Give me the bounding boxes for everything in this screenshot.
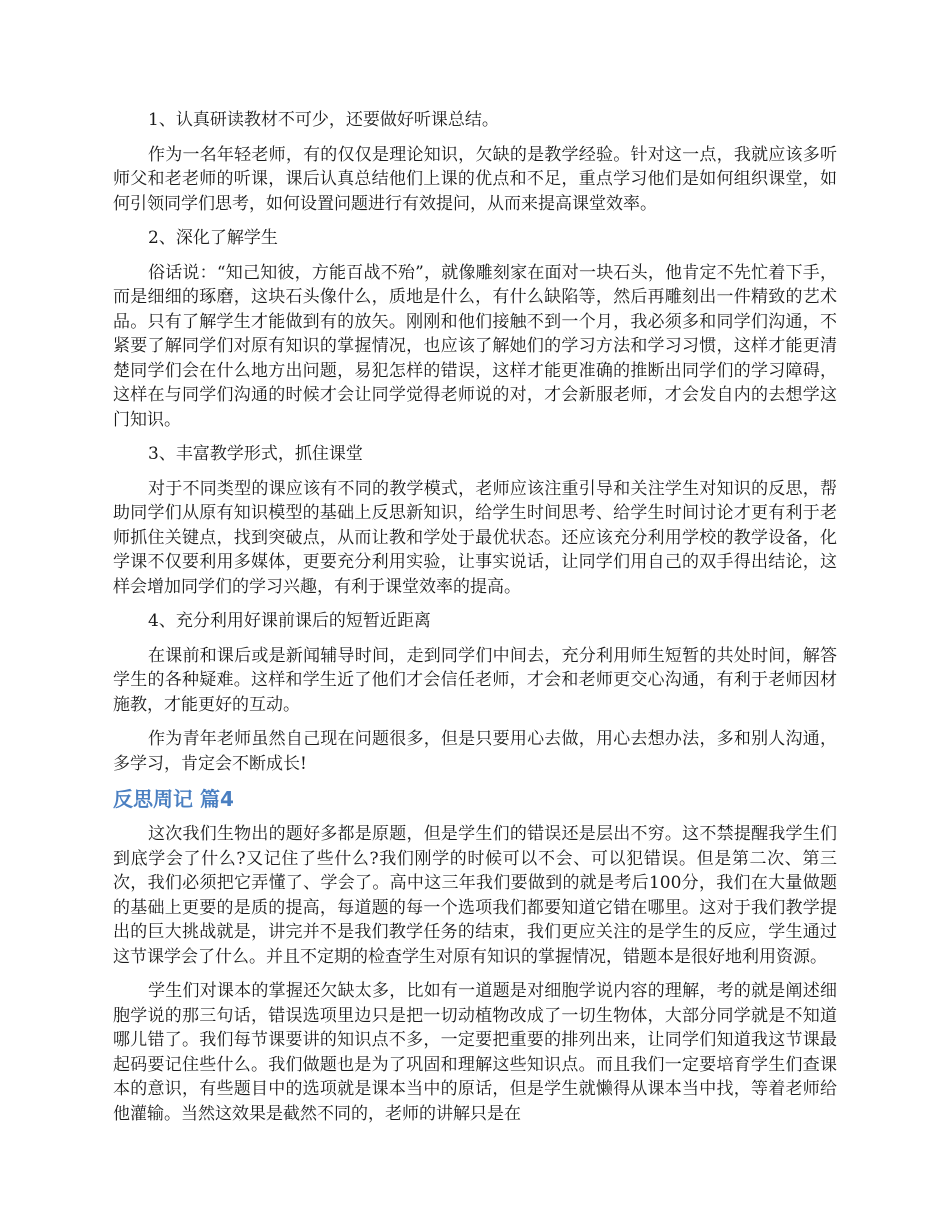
paragraph: 学生们对课本的掌握还欠缺太多，比如有一道题是对细胞学说内容的理解，考的就是阐述细胞学说的那三句话，错误选项里边只是把一切动植物改成了一切生物体，大部分同学就是不知道哪儿错了。我们每节课要讲的知识点不多，一定要把重要的排列出来，让同学们知道我这节课最起码要记住些什么。我们做题也是为了巩固和理解这些知识点。而且我们一定要培育学生们查课本的意识，有些题目中的选项就是课本当中的原话，但是学生就懒得从课本当中找，等着老师给他灌输。当然这效果是截然不同的，老师的讲解只是在: [113, 981, 837, 1124]
document-page: [113, 108, 837, 1136]
section-heading: 反思周记 篇4: [113, 787, 234, 811]
item-heading-3: 3、丰富教学形式，抓住课堂: [148, 444, 363, 464]
paragraph: 俗话说：“知己知彼，方能百战不殆”，就像雕刻家在面对一块石头，他肯定不先忙着下手，而是细细的琢磨，这块石头像什么，质地是什么，有什么缺陷等，然后再雕刻出一件精致的艺术品。只有了解学生才能做到有的放矢。刚刚和他们接触不到一个月，我必须多和同学们沟通，不紧要了解同学们对原有知识的掌握情况，也应该了解她们的学习方法和学习习惯，这样才能更清楚同学们会在什么地方出问题，易犯怎样的错误，这样才能更准确的推断出同学们的学习障碍，这样在与同学们沟通的时候才会让同学觉得老师说的对，才会新服老师，才会发自内的去想学这门知识。: [113, 262, 837, 430]
paragraph: 这次我们生物出的题好多都是原题，但是学生们的错误还是层出不穷。这不禁提醒我学生们到底学会了什么?又记住了些什么?我们刚学的时候可以不会、可以犯错误。但是第二次、第三次，我们必须把它弄懂了、学会了。高中这三年我们要做到的就是考后100分，我们在大量做题的基础上更要的是质的提高，每道题的每一个选项我们都要知道它错在哪里。这对于我们教学提出的巨大挑战就是，讲完并不是我们教学任务的结束，我们更应关注的是学生的反应，学生通过这节课学会了什么。并且不定期的检查学生对原有知识的掌握情况，错题本是很好地利用资源。: [113, 824, 837, 967]
item-heading-1: 1、认真研读教材不可少，还要做好听课总结。: [148, 110, 499, 130]
paragraph: 作为一名年轻老师，有的仅仅是理论知识，欠缺的是教学经验。针对这一点，我就应该多听师父和老老师的听课，课后认真总结他们上课的优点和不足，重点学习他们是如何组织课堂，如何引领同学们思考，如何设置问题进行有效提问，从而来提高课堂效率。: [113, 144, 837, 214]
item-heading-2: 2、深化了解学生: [148, 228, 278, 248]
paragraph: 在课前和课后或是新闻辅导时间，走到同学们中间去，充分利用师生短暂的共处时间，解答学生的各种疑难。这样和学生近了他们才会信任老师，才会和老师更交心沟通，有利于老师因材施教，才能更好的互动。: [113, 645, 837, 715]
paragraph: 作为青年老师虽然自己现在问题很多，但是只要用心去做，用心去想办法，多和别人沟通，多学习，肯定会不断成长!: [113, 729, 837, 774]
item-heading-4: 4、充分利用好课前课后的短暂近距离: [148, 611, 431, 631]
paragraph: 对于不同类型的课应该有不同的教学模式，老师应该注重引导和关注学生对知识的反思，帮助同学们从原有知识模型的基础上反思新知识，给学生时间思考、给学生时间讨论才更有利于老师抓住关键点，找到突破点，从而让教和学处于最优状态。还应该充分利用学校的教学设备，化学课不仅要利用多媒体，更要充分利用实验，让事实说话，让同学们用自己的双手得出结论，这样会增加同学们的学习兴趣，有利于课堂效率的提高。: [113, 478, 837, 597]
